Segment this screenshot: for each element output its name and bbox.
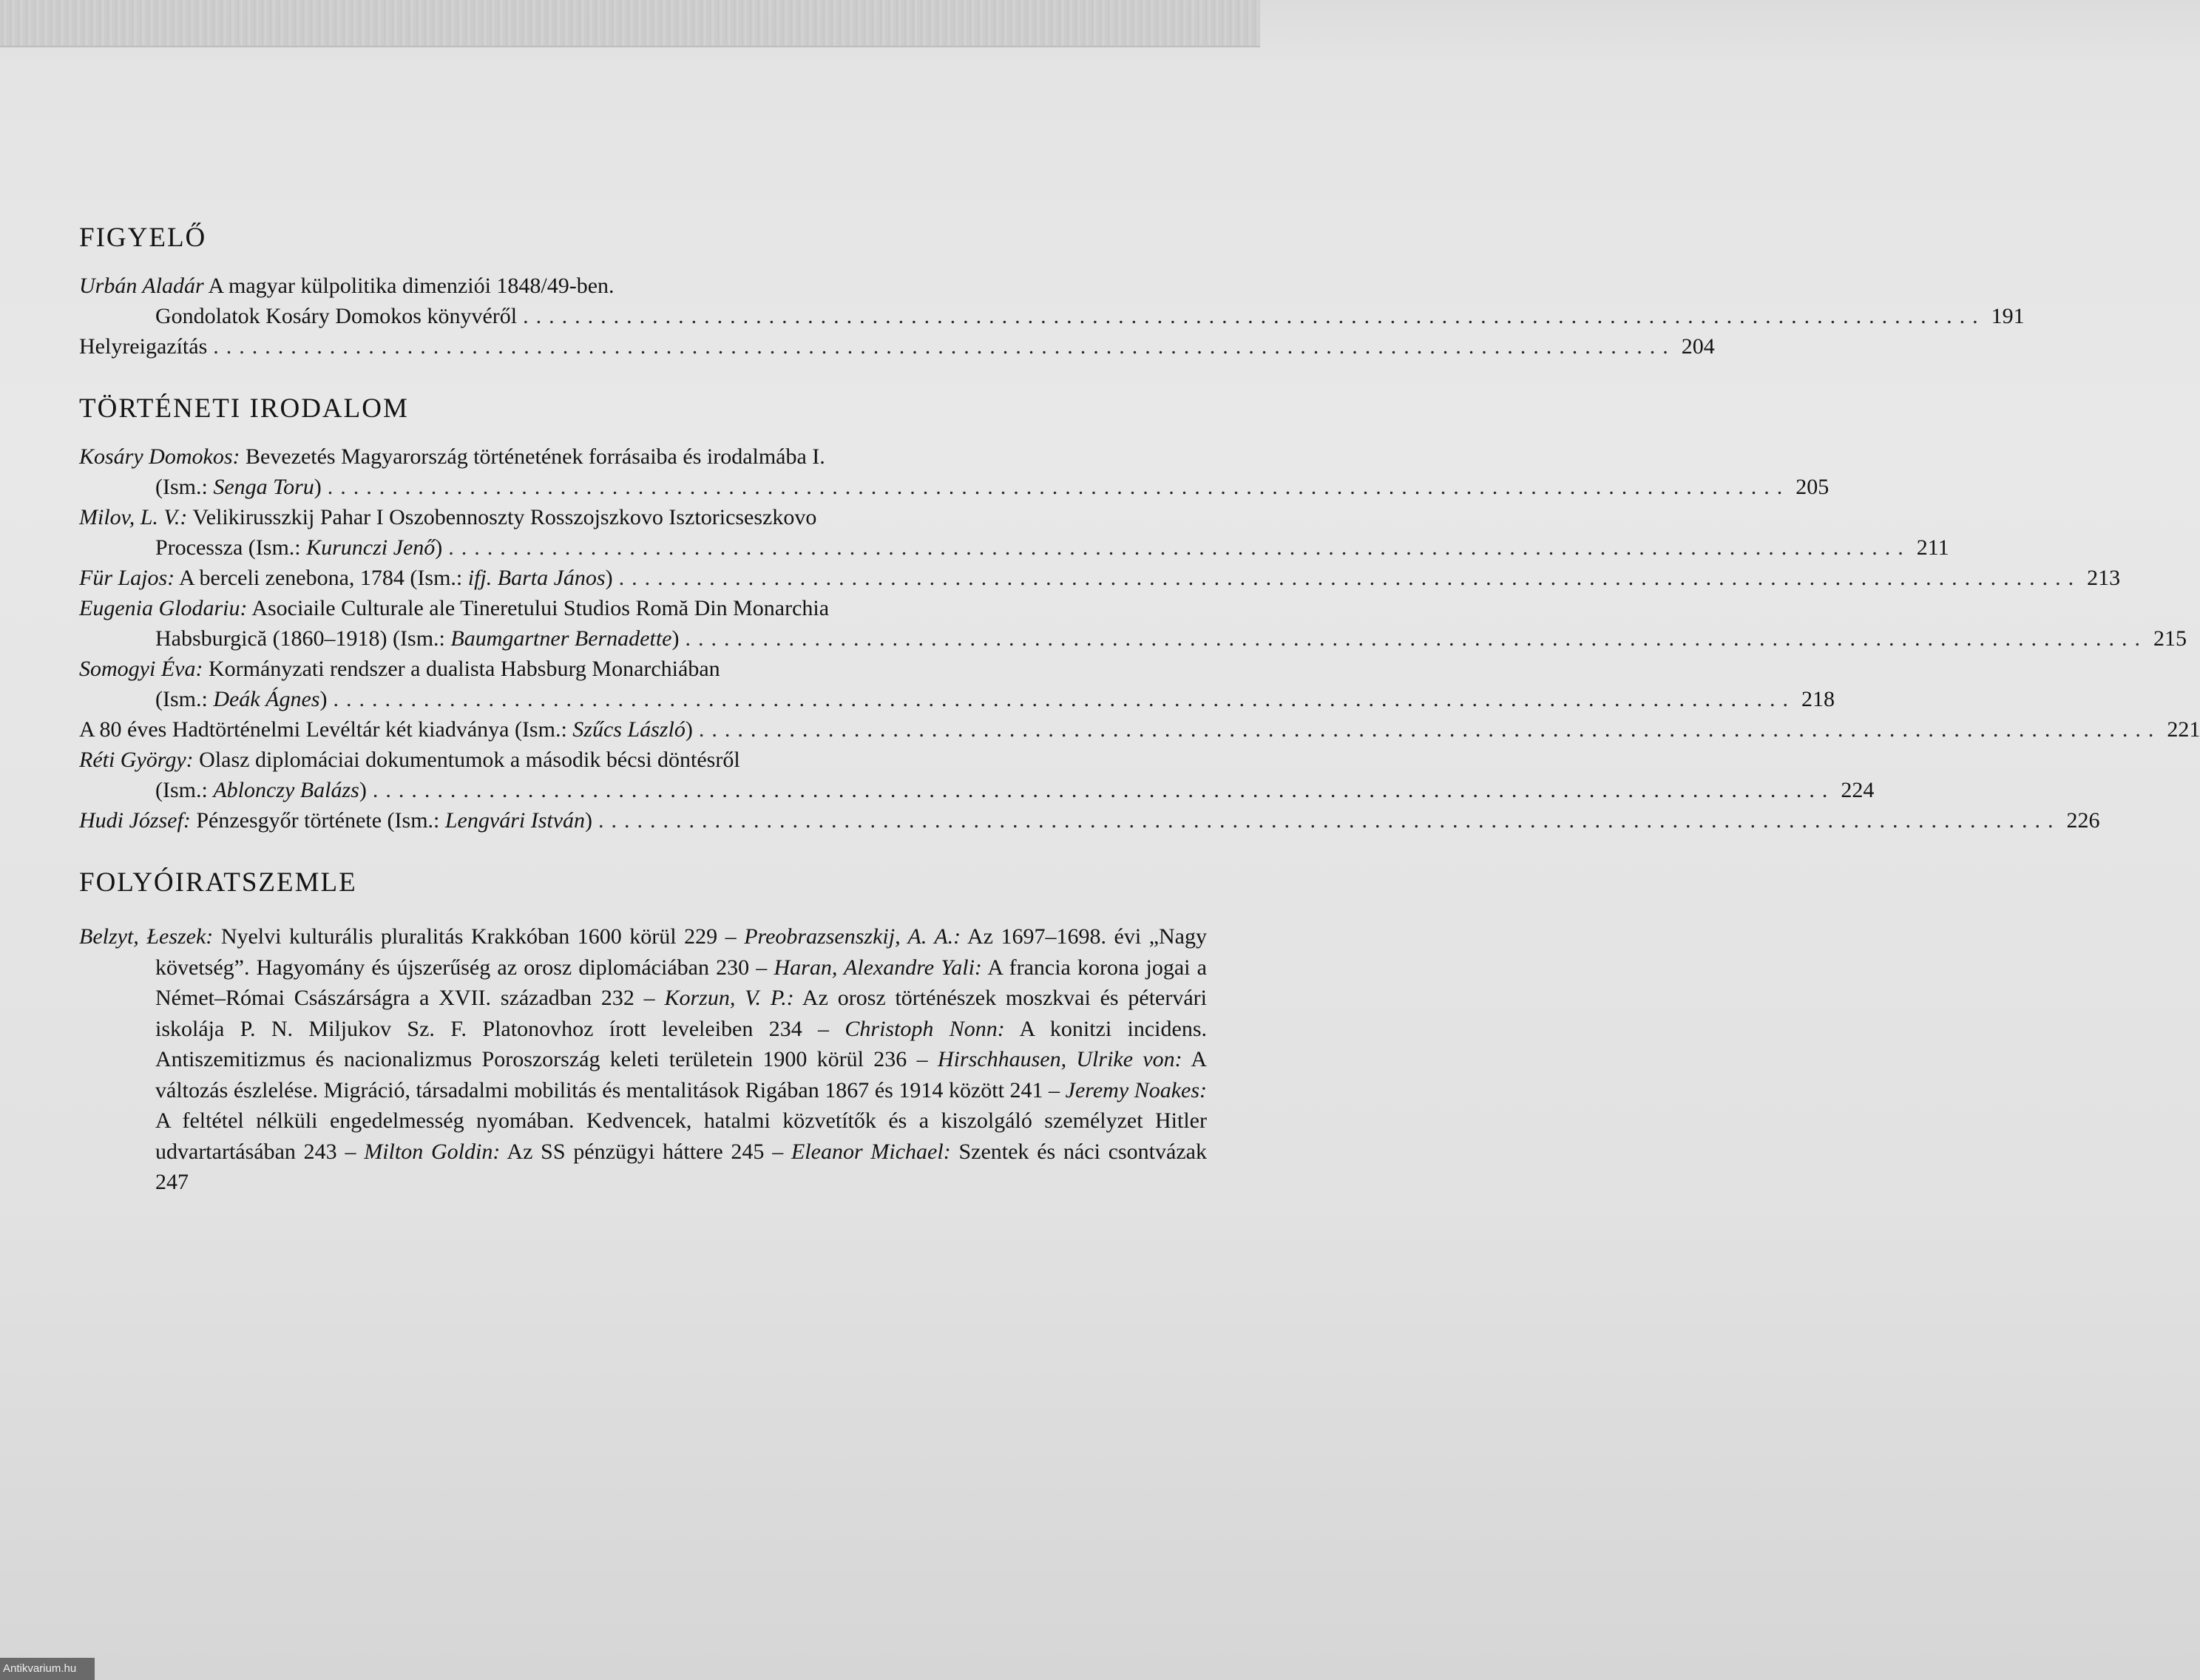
item-author: Preobrazsenszkij, A. A.:	[744, 924, 961, 949]
dot-leader: .................................................................................................................	[327, 475, 1790, 499]
entry-title: A 80 éves Hadtörténelmi Levéltár két kiadványa (Ism.:	[79, 717, 573, 742]
entry-author: Urbán Aladár	[79, 274, 204, 298]
entry-title: Pénzesgyőr története (Ism.:	[190, 808, 445, 833]
review-prefix: Habsburgică (1860–1918) (Ism.:	[155, 626, 451, 651]
entry-title: Kormányzati rendszer a dualista Habsburg Monarchiában	[203, 657, 720, 681]
section-figyelo	[79, 222, 2025, 362]
page-number: 191	[1991, 304, 2025, 328]
section-torteneti-irodalom	[79, 393, 2200, 836]
review-close: )	[671, 626, 680, 651]
entry-author: Réti György:	[79, 748, 194, 772]
dot-leader: .................................................................................................................	[685, 626, 2147, 651]
section-title: TÖRTÉNETI IRODALOM	[79, 393, 409, 424]
item-text: Az 1697–1698. évi „Nagy követség”. Hagyomány és újszerűség az orosz diplomáciában 230 –	[155, 924, 1207, 980]
dot-leader: .................................................................................................................	[618, 566, 2082, 590]
review-close: )	[359, 778, 367, 802]
item-author: Eleanor Michael:	[791, 1139, 951, 1164]
item-text: Az SS pénzügyi háttere 245 –	[500, 1139, 791, 1164]
item-author: Milton Goldin:	[364, 1139, 501, 1164]
review-prefix: (Ism.:	[155, 687, 214, 711]
review-close: )	[685, 717, 693, 742]
item-text: A feltétel nélküli engedelmesség nyomában. Kedvencek, hatalmi közvetítők és a kiszolgáló személyzet Hitler udvartartásában 243 –	[155, 1108, 1207, 1164]
reviewer: Kurunczi Jenő	[306, 535, 436, 560]
entry-title: Velikirusszkij Pahar I Oszobennoszty Rosszojszkovo Isztoricseszkovo	[187, 505, 817, 529]
page-number: 205	[1795, 475, 1830, 499]
review-close: )	[319, 687, 328, 711]
review-prefix: (Ism.:	[155, 475, 214, 499]
dot-leader: .................................................................................................................	[333, 687, 1795, 711]
reviewer: Lengvári István	[444, 808, 586, 833]
review-close: )	[314, 475, 322, 499]
toc-entry	[79, 654, 1835, 714]
review-prefix: Processza (Ism.:	[155, 535, 307, 560]
reviewer: Baumgartner Bernadette	[450, 626, 672, 651]
review-prefix: (Ism.:	[155, 778, 214, 802]
toc-entry	[79, 271, 2025, 331]
entry-author: Für Lajos:	[79, 566, 175, 590]
entry-title: Bevezetés Magyarország történetének forrásaiba és irodalmába I.	[240, 444, 825, 469]
review-close: )	[605, 566, 613, 590]
site-watermark: Antikvarium.hu	[0, 1658, 95, 1680]
item-text: Nyelvi kulturális pluralitás Krakkóban 1600 körül 229 –	[213, 924, 745, 949]
reviewer: Ablonczy Balázs	[213, 778, 359, 802]
dot-leader: .................................................................................................................	[698, 717, 2162, 742]
periodical-review-paragraph	[79, 921, 1207, 1198]
review-close: )	[435, 535, 443, 560]
reviewer: ifj. Barta János	[467, 566, 606, 590]
item-text: A konitzi incidens. Antiszemitizmus és nacionalizmus Poroszország keleti területein 1900 körül 236 –	[155, 1016, 1208, 1071]
item-text: A változás észlelése. Migráció, társadalmi mobilitás és mentalitások Rigában 1867 és 1914 között 241 –	[155, 1047, 1207, 1102]
item-author: Belzyt, Łeszek:	[79, 924, 214, 949]
toc-entry	[79, 745, 1875, 805]
page-number: 221	[2167, 717, 2200, 742]
page-number: 215	[2153, 626, 2187, 651]
entry-title: A magyar külpolitika dimenziói 1848/49-ben.	[203, 274, 615, 298]
entry-title: Helyreigazítás	[79, 334, 208, 359]
entry-author: Kosáry Domokos:	[79, 444, 240, 469]
entry-title-cont: Gondolatok Kosáry Domokos könyvéről	[155, 304, 518, 328]
toc-entry	[79, 714, 2200, 745]
toc-entry	[79, 502, 1949, 563]
item-author: Jeremy Noakes:	[1065, 1077, 1208, 1102]
section-folyoiratszemle	[79, 867, 1207, 1198]
review-close: )	[585, 808, 593, 833]
page-number: 218	[1801, 687, 1835, 711]
section-title: FOLYÓIRATSZEMLE	[79, 867, 357, 898]
item-author: Christoph Nonn:	[845, 1016, 1005, 1041]
entry-author: Milov, L. V.:	[79, 505, 188, 529]
table-of-contents	[79, 222, 2200, 1229]
item-text: A francia korona jogai a Német–Római Császárságra a XVII. században 232 –	[155, 955, 1207, 1010]
entry-author: Somogyi Éva:	[79, 657, 203, 681]
item-author: Korzun, V. P.:	[664, 986, 794, 1010]
dot-leader: .................................................................................................................	[372, 778, 1835, 802]
entry-author: Hudi József:	[79, 808, 191, 833]
toc-entry	[79, 563, 2121, 593]
item-text: Az orosz történészek moszkvai és pétervári iskolája P. N. Miljukov Sz. F. Platonovhoz írott leveleiben 234 –	[155, 986, 1207, 1041]
toc-entry	[79, 331, 1715, 362]
page-number: 226	[2066, 808, 2100, 833]
entry-title: Olasz diplomáciai dokumentumok a második bécsi döntésről	[193, 748, 740, 772]
dot-leader: .................................................................................................................	[523, 304, 1986, 328]
item-author: Hirschhausen, Ulrike von:	[937, 1047, 1182, 1071]
dot-leader: .................................................................................................................	[448, 535, 1911, 560]
reviewer: Szűcs László	[572, 717, 686, 742]
reviewer: Senga Toru	[213, 475, 314, 499]
item-text: Szentek és náci csontvázak 247	[155, 1139, 1207, 1194]
page-number: 204	[1681, 334, 1715, 359]
page-top-edge	[0, 0, 1260, 47]
page-number: 211	[1916, 535, 1949, 560]
section-title: FIGYELŐ	[79, 223, 207, 253]
toc-entry	[79, 805, 2100, 836]
dot-leader: .................................................................................................................	[213, 334, 1676, 359]
entry-title: A berceli zenebona, 1784 (Ism.:	[175, 566, 468, 590]
entry-author: Eugenia Glodariu:	[79, 596, 248, 620]
page-number: 224	[1841, 778, 1875, 802]
dot-leader: .................................................................................................................	[598, 808, 2061, 833]
item-author: Haran, Alexandre Yali:	[774, 955, 982, 980]
entry-title: Asociaile Culturale ale Tineretului Studios Romă Din Monarchia	[247, 596, 830, 620]
toc-entry	[79, 593, 2187, 654]
reviewer: Deák Ágnes	[213, 687, 320, 711]
toc-entry	[79, 441, 1830, 502]
page-number: 213	[2087, 566, 2121, 590]
